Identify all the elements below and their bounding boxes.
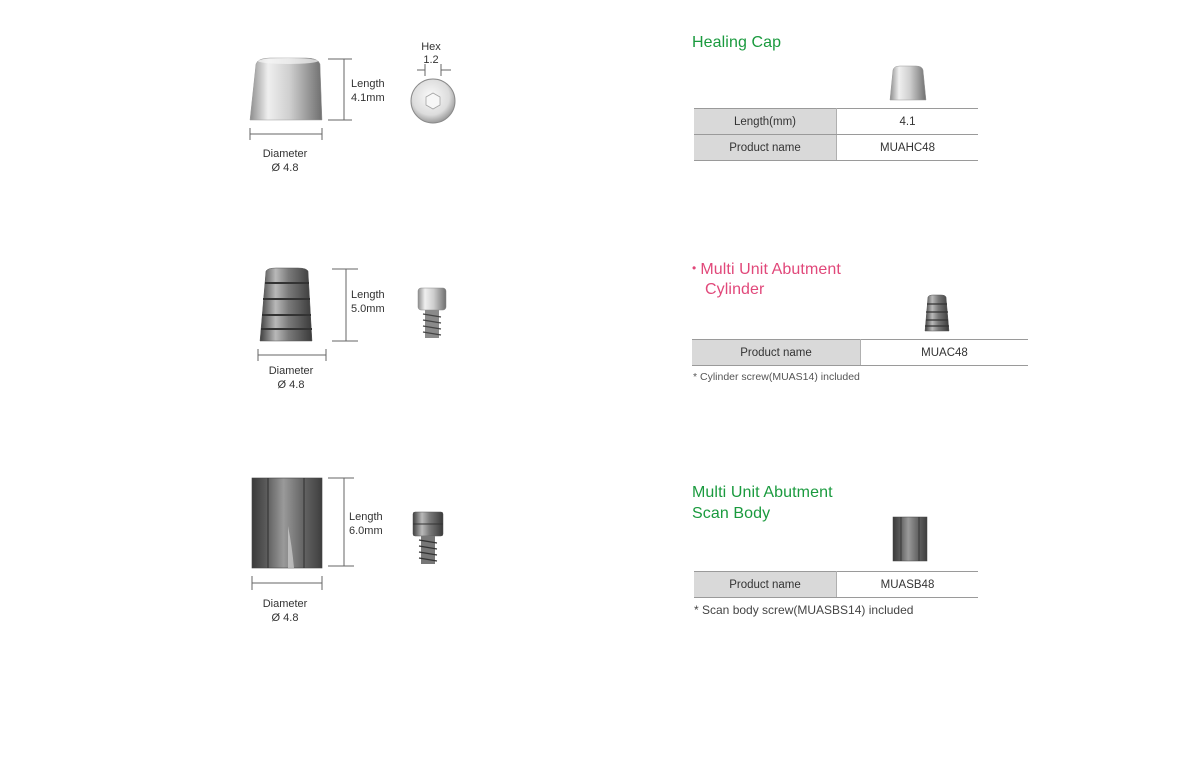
scan-body-diameter-label: Diameter (262, 598, 308, 610)
scan-body-title-line2: Scan Body (692, 505, 771, 522)
cylinder-title-line2: Cylinder (705, 281, 765, 298)
table-cell-label: Length(mm) (694, 109, 837, 135)
healing-cap-diameter-value: Ø 4.8 (271, 162, 299, 174)
table-cell-label: Product name (694, 572, 837, 598)
scan-body-diameter-value: Ø 4.8 (271, 612, 299, 624)
scan-body-dimension-lines (248, 476, 368, 601)
healing-cap-top-view (405, 64, 465, 126)
table-row (692, 340, 1028, 366)
cylinder-title-line1: Multi Unit Abutment (700, 261, 841, 278)
scan-body-title-line1: Multi Unit Abutment (692, 484, 833, 501)
healing-cap-length-value: 4.1mm (351, 92, 385, 104)
cylinder-length-label: Length (351, 289, 385, 301)
healing-cap-dimension-lines (240, 50, 360, 150)
table-row (694, 109, 978, 135)
cylinder-diameter-value: Ø 4.8 (277, 379, 305, 391)
healing-cap-title: Healing Cap (692, 34, 782, 51)
scan-body-spec-table (694, 571, 978, 598)
scan-body-length-label: Length (349, 511, 383, 523)
table-cell-value: 4.1 (837, 109, 979, 135)
healing-cap-length-label: Length (351, 78, 385, 90)
scan-body-length-value: 6.0mm (349, 525, 383, 537)
table-cell-value: MUAHC48 (837, 135, 979, 161)
cylinder-bullet: • (692, 261, 697, 275)
table-cell-label: Product name (694, 135, 837, 161)
table-cell-label: Product name (692, 340, 861, 366)
scan-body-note: * Scan body screw(MUASBS14) included (694, 603, 914, 617)
healing-cap-thumbnail (886, 64, 930, 102)
scan-body-thumbnail (890, 516, 930, 562)
scan-body-screw-drawing (410, 510, 446, 568)
table-row (694, 572, 978, 598)
cylinder-spec-table (692, 339, 1028, 366)
cylinder-diameter-label: Diameter (268, 365, 314, 377)
healing-cap-hex-value: 1.2 (423, 54, 439, 66)
table-cell-value: MUAC48 (861, 340, 1029, 366)
cylinder-dimension-lines (250, 265, 370, 370)
cylinder-thumbnail (922, 294, 952, 332)
table-row (694, 135, 978, 161)
cylinder-note: * Cylinder screw(MUAS14) included (693, 371, 860, 383)
cylinder-length-value: 5.0mm (351, 303, 385, 315)
cylinder-title (692, 258, 841, 280)
healing-cap-spec-table (694, 108, 978, 161)
table-cell-value: MUASB48 (837, 572, 979, 598)
healing-cap-diameter-label: Diameter (262, 148, 308, 160)
healing-cap-hex-label: Hex (421, 41, 441, 53)
cylinder-screw-drawing (414, 286, 450, 342)
